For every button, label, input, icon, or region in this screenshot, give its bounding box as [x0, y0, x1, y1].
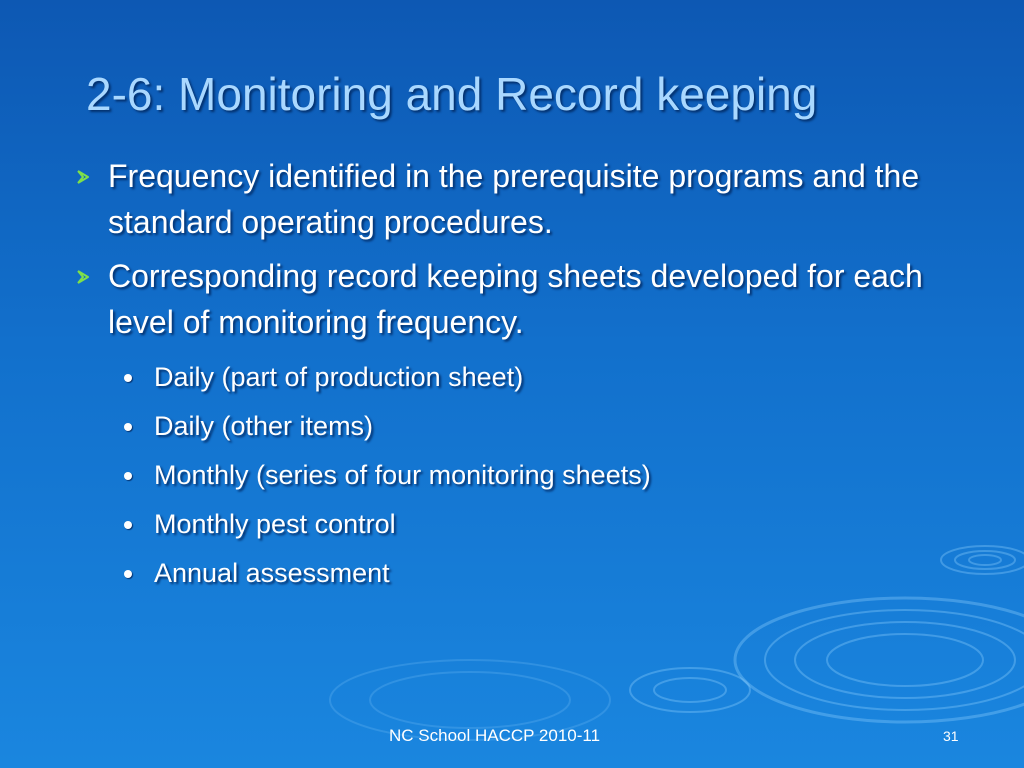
slide-number: 31 — [943, 728, 959, 744]
slide-title: 2-6: Monitoring and Record keeping — [86, 68, 818, 120]
bullet-item — [72, 153, 992, 245]
dot-bullet-icon — [124, 423, 132, 431]
sub-bullet-item — [72, 451, 992, 500]
bullet-text: Corresponding record keeping sheets developed for each level of monitoring frequency. — [108, 258, 923, 340]
dot-bullet-icon — [124, 570, 132, 578]
sub-bullet-item — [72, 402, 992, 451]
slide-body — [72, 153, 992, 598]
bullet-item — [72, 253, 992, 345]
sub-bullet-text: Annual assessment — [154, 558, 390, 588]
dot-bullet-icon — [124, 374, 132, 382]
bullet-text: Frequency identified in the prerequisite programs and the standard operating procedures. — [108, 158, 920, 240]
sub-bullet-text: Monthly pest control — [154, 509, 396, 539]
sub-bullet-text: Monthly (series of four monitoring sheets) — [154, 460, 651, 490]
sub-bullet-text: Daily (part of production sheet) — [154, 362, 524, 392]
slide-footer: NC School HACCP 2010-11 — [389, 726, 601, 745]
dot-bullet-icon — [124, 521, 132, 529]
dot-bullet-icon — [124, 472, 132, 480]
arrowhead-bullet-icon — [76, 170, 90, 184]
sub-bullet-text: Daily (other items) — [154, 411, 374, 441]
sub-bullet-item — [72, 549, 992, 598]
arrowhead-bullet-icon — [76, 270, 90, 284]
sub-bullet-item — [72, 353, 992, 402]
sub-bullet-item — [72, 500, 992, 549]
sub-bullet-list — [72, 353, 992, 598]
